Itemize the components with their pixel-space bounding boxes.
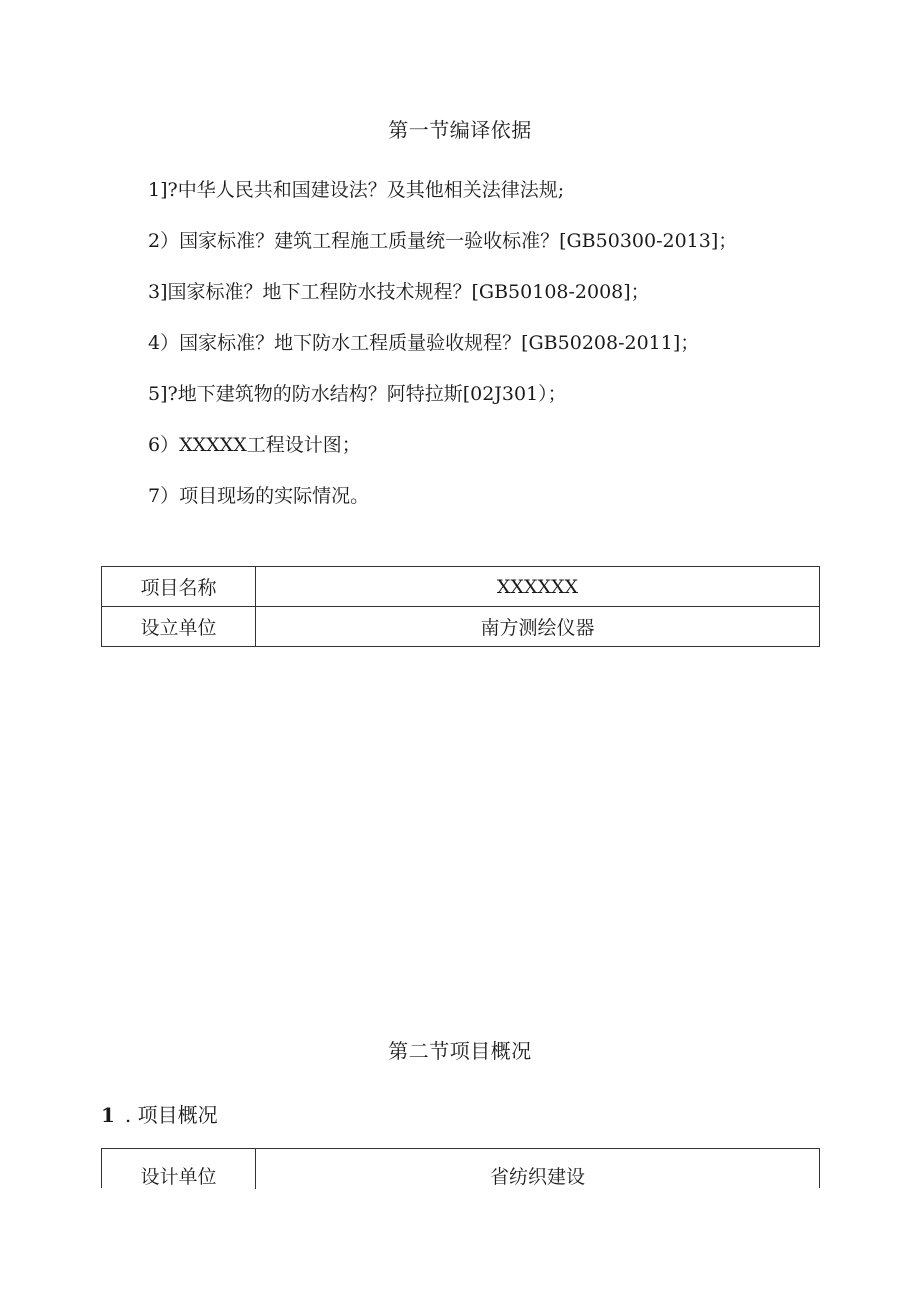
project-name-value: XXXXXX: [256, 567, 820, 607]
list-item: 1]?中华人民共和国建设法？及其他相关法律法规;: [148, 179, 565, 201]
basis-list: [148, 175, 737, 532]
list-item: 2）国家标准？建筑工程施工质量统一验收标准？[GB50300-2013]；: [148, 230, 738, 252]
design-unit-label: 设计单位: [140, 1166, 217, 1188]
establishing-unit-label: 设立单位: [102, 607, 256, 647]
project-info-table: [101, 566, 820, 647]
subheading-text: . 项目概况: [124, 1103, 218, 1127]
list-item: 4）国家标准？地下防水工程质量验收规程？[GB50208-2011]；: [148, 332, 700, 354]
list-item: 5]?地下建筑物的防水结构？阿特拉斯[02J301）；: [148, 383, 567, 405]
list-item: 3]国家标准？地下工程防水技术规程？[GB50108-2008]；: [148, 281, 650, 303]
establishing-unit-value: 南方测绘仪器: [256, 607, 820, 647]
project-overview-table: [101, 1148, 820, 1188]
design-unit-value: 省纺织建设: [489, 1166, 585, 1188]
table-row: [102, 567, 820, 607]
list-item: 7）项目现场的实际情况。: [148, 485, 370, 507]
section1-title: 第一节编译依据: [388, 118, 532, 142]
section2-title: 第二节项目概况: [388, 1039, 532, 1063]
project-name-label: 项目名称: [102, 567, 256, 607]
subheading: [101, 1099, 218, 1128]
table-row: [102, 607, 820, 647]
subheading-number: 1: [101, 1103, 115, 1127]
list-item: 6）XXXXX工程设计图；: [148, 434, 361, 456]
